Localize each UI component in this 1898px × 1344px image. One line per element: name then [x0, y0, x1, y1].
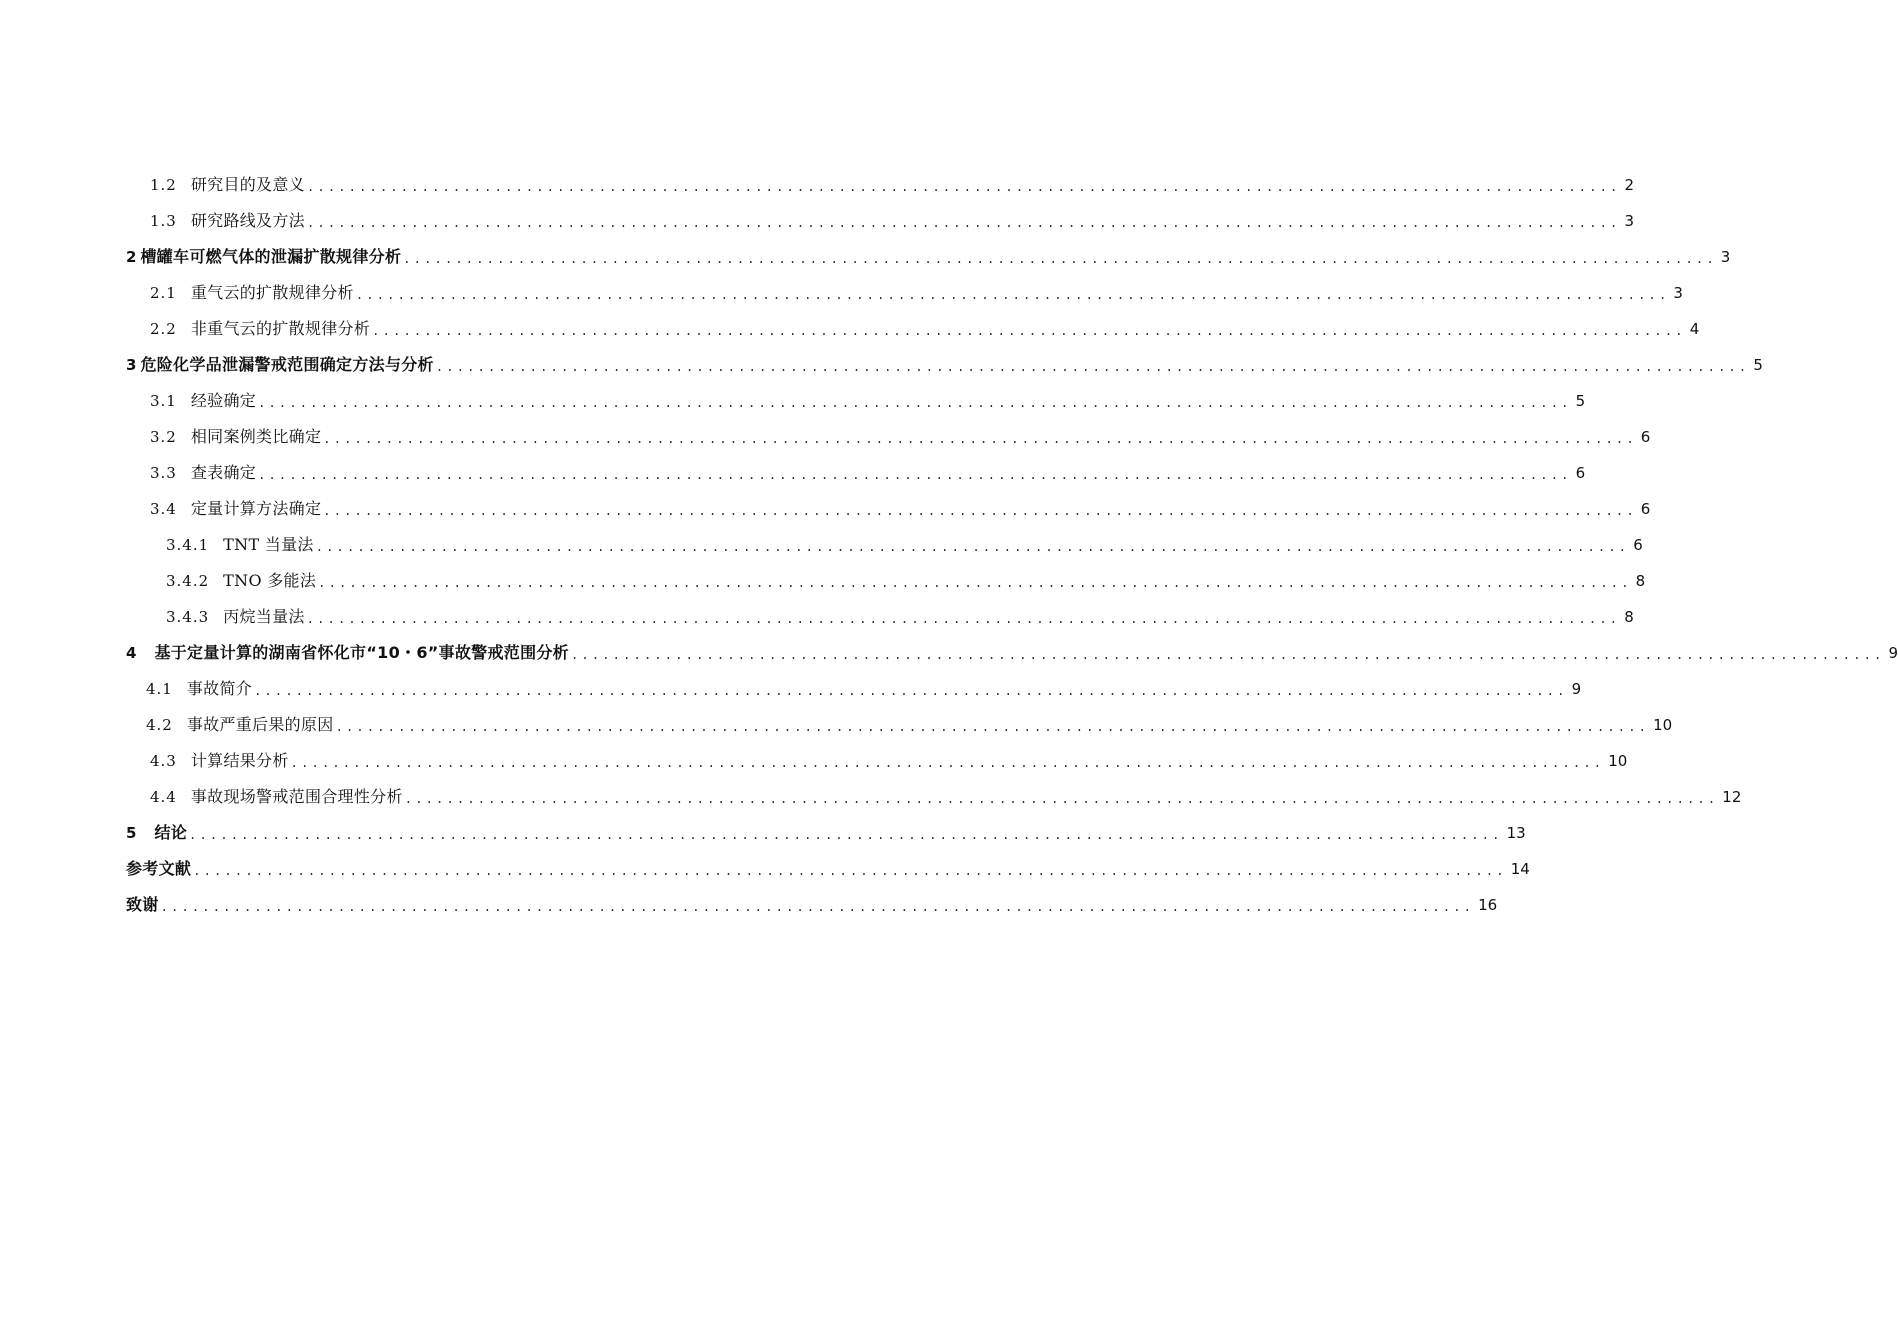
toc-entry-1-2[interactable] — [150, 166, 1635, 196]
toc-title: 结论 — [154, 823, 188, 842]
dot-leader: .............................................................................................................................. — [160, 900, 1475, 914]
toc-entry-3-2[interactable] — [150, 418, 1651, 448]
dot-leader: .............................................................................................................................. — [306, 216, 1621, 230]
toc-number: 2.2 — [150, 320, 177, 338]
toc-page-number: 13 — [1506, 824, 1526, 842]
dot-leader: .............................................................................................................................. — [335, 720, 1650, 734]
toc-entry-acknowledgements[interactable] — [126, 886, 1498, 916]
toc-number: 5 — [126, 824, 137, 842]
dot-leader: .............................................................................................................................. — [404, 792, 1719, 806]
toc-number: 3.2 — [150, 428, 177, 446]
toc-entry-3-3[interactable] — [150, 454, 1586, 484]
toc-page-number: 6 — [1640, 428, 1651, 446]
toc-number: 4 — [126, 644, 137, 662]
toc-title: 研究目的及意义 — [190, 175, 305, 194]
toc-page-number: 9 — [1888, 644, 1898, 662]
toc-page-number: 5 — [1575, 392, 1586, 410]
toc-title: 危险化学品泄漏警戒范围确定方法与分析 — [140, 355, 434, 374]
dot-leader: .............................................................................................................................. — [189, 828, 1503, 842]
dot-leader: .............................................................................................................................. — [258, 468, 1572, 482]
dot-leader: .............................................................................................................................. — [318, 576, 1632, 590]
dot-leader: .............................................................................................................................. — [372, 324, 1686, 338]
dot-leader: .............................................................................................................................. — [435, 360, 1750, 374]
toc-title: 槽罐车可燃气体的泄漏扩散规律分析 — [140, 247, 402, 266]
dot-leader: .............................................................................................................................. — [306, 612, 1621, 626]
toc-number: 4.2 — [146, 716, 173, 734]
toc-number: 2 — [126, 248, 137, 266]
toc-entry-2-2[interactable] — [150, 310, 1700, 340]
toc-title: 丙烷当量法 — [223, 607, 305, 626]
toc-entry-3-1[interactable] — [150, 382, 1586, 412]
toc-entry-2[interactable] — [126, 238, 1731, 268]
toc-entry-3-4[interactable] — [150, 490, 1651, 520]
toc-page-number: 6 — [1575, 464, 1586, 482]
toc-entry-3-4-3[interactable] — [166, 598, 1634, 628]
dot-leader: .............................................................................................................................. — [403, 252, 1717, 266]
toc-entry-5[interactable] — [126, 814, 1526, 844]
toc-page-number: 3 — [1624, 212, 1635, 230]
dot-leader: .............................................................................................................................. — [254, 684, 1568, 698]
toc-page-number: 12 — [1722, 788, 1742, 806]
toc-entry-references[interactable] — [126, 850, 1530, 880]
toc-entry-3-4-1[interactable] — [166, 526, 1643, 556]
toc-title: TNT 当量法 — [223, 535, 314, 554]
toc-page-number: 4 — [1689, 320, 1700, 338]
toc-page-number: 3 — [1673, 284, 1683, 302]
toc-title: 参考文献 — [126, 859, 192, 878]
toc-entry-1-3[interactable] — [150, 202, 1635, 232]
toc-page-number: 5 — [1753, 356, 1763, 374]
toc-number: 1.3 — [150, 212, 177, 230]
toc-page-number: 3 — [1720, 248, 1731, 266]
toc-title: 相同案例类比确定 — [190, 427, 322, 446]
toc-page-number: 8 — [1635, 572, 1646, 590]
toc-title: 定量计算方法确定 — [190, 499, 322, 518]
toc-number: 3.3 — [150, 464, 177, 482]
dot-leader: .............................................................................................................................. — [323, 432, 1637, 446]
toc-title: 致谢 — [126, 895, 159, 914]
toc-entry-4-3[interactable] — [150, 742, 1628, 772]
toc-number: 3.4 — [150, 500, 177, 518]
toc-entry-3-4-2[interactable] — [166, 562, 1646, 592]
dot-leader: .............................................................................................................................. — [193, 864, 1507, 878]
toc-entry-4-4[interactable] — [150, 778, 1742, 808]
dot-leader: .............................................................................................................................. — [315, 540, 1630, 554]
toc-title: 研究路线及方法 — [190, 211, 305, 230]
toc-number: 3.4.3 — [166, 608, 210, 626]
toc-title: 计算结果分析 — [190, 751, 289, 770]
dot-leader: .............................................................................................................................. — [355, 288, 1670, 302]
toc-entry-3[interactable] — [126, 346, 1763, 376]
toc-number: 4.1 — [146, 680, 173, 698]
toc-number: 3 — [126, 356, 137, 374]
toc-title: 事故严重后果的原因 — [186, 715, 334, 734]
dot-leader: .............................................................................................................................. — [323, 504, 1637, 518]
toc-page-number: 10 — [1653, 716, 1673, 734]
toc-title: 基于定量计算的湖南省怀化市“10・6”事故警戒范围分析 — [154, 643, 569, 662]
toc-page-number: 6 — [1640, 500, 1651, 518]
toc-page-number: 14 — [1510, 860, 1530, 878]
toc-title: 重气云的扩散规律分析 — [190, 283, 354, 302]
toc-number: 4.4 — [150, 788, 177, 806]
toc-title: TNO 多能法 — [223, 571, 317, 590]
toc-page-number: 9 — [1571, 680, 1582, 698]
toc-entry-4-1[interactable] — [146, 670, 1582, 700]
dot-leader: .............................................................................................................................. — [258, 396, 1572, 410]
toc-title: 查表确定 — [190, 463, 257, 482]
toc-page-number: 6 — [1633, 536, 1643, 554]
toc-number: 4.3 — [150, 752, 177, 770]
toc-title: 事故现场警戒范围合理性分析 — [190, 787, 403, 806]
dot-leader: .............................................................................................................................. — [306, 180, 1621, 194]
toc-title: 经验确定 — [190, 391, 257, 410]
toc-title: 非重气云的扩散规律分析 — [190, 319, 371, 338]
toc-entry-4-2[interactable] — [146, 706, 1673, 736]
toc-entry-4[interactable] — [126, 634, 1898, 664]
toc-page-number: 10 — [1608, 752, 1628, 770]
toc-number: 3.4.1 — [166, 536, 210, 554]
toc-number: 3.4.2 — [166, 572, 210, 590]
toc-number: 1.2 — [150, 176, 177, 194]
toc-number: 2.1 — [150, 284, 177, 302]
toc-page-number: 8 — [1624, 608, 1634, 626]
dot-leader: .............................................................................................................................. — [570, 648, 1885, 662]
toc-number: 3.1 — [150, 392, 177, 410]
toc-title: 事故简介 — [186, 679, 253, 698]
toc-page-number: 16 — [1478, 896, 1498, 914]
toc-page-number: 2 — [1624, 176, 1635, 194]
toc-entry-2-1[interactable] — [150, 274, 1683, 304]
dot-leader: .............................................................................................................................. — [290, 756, 1605, 770]
